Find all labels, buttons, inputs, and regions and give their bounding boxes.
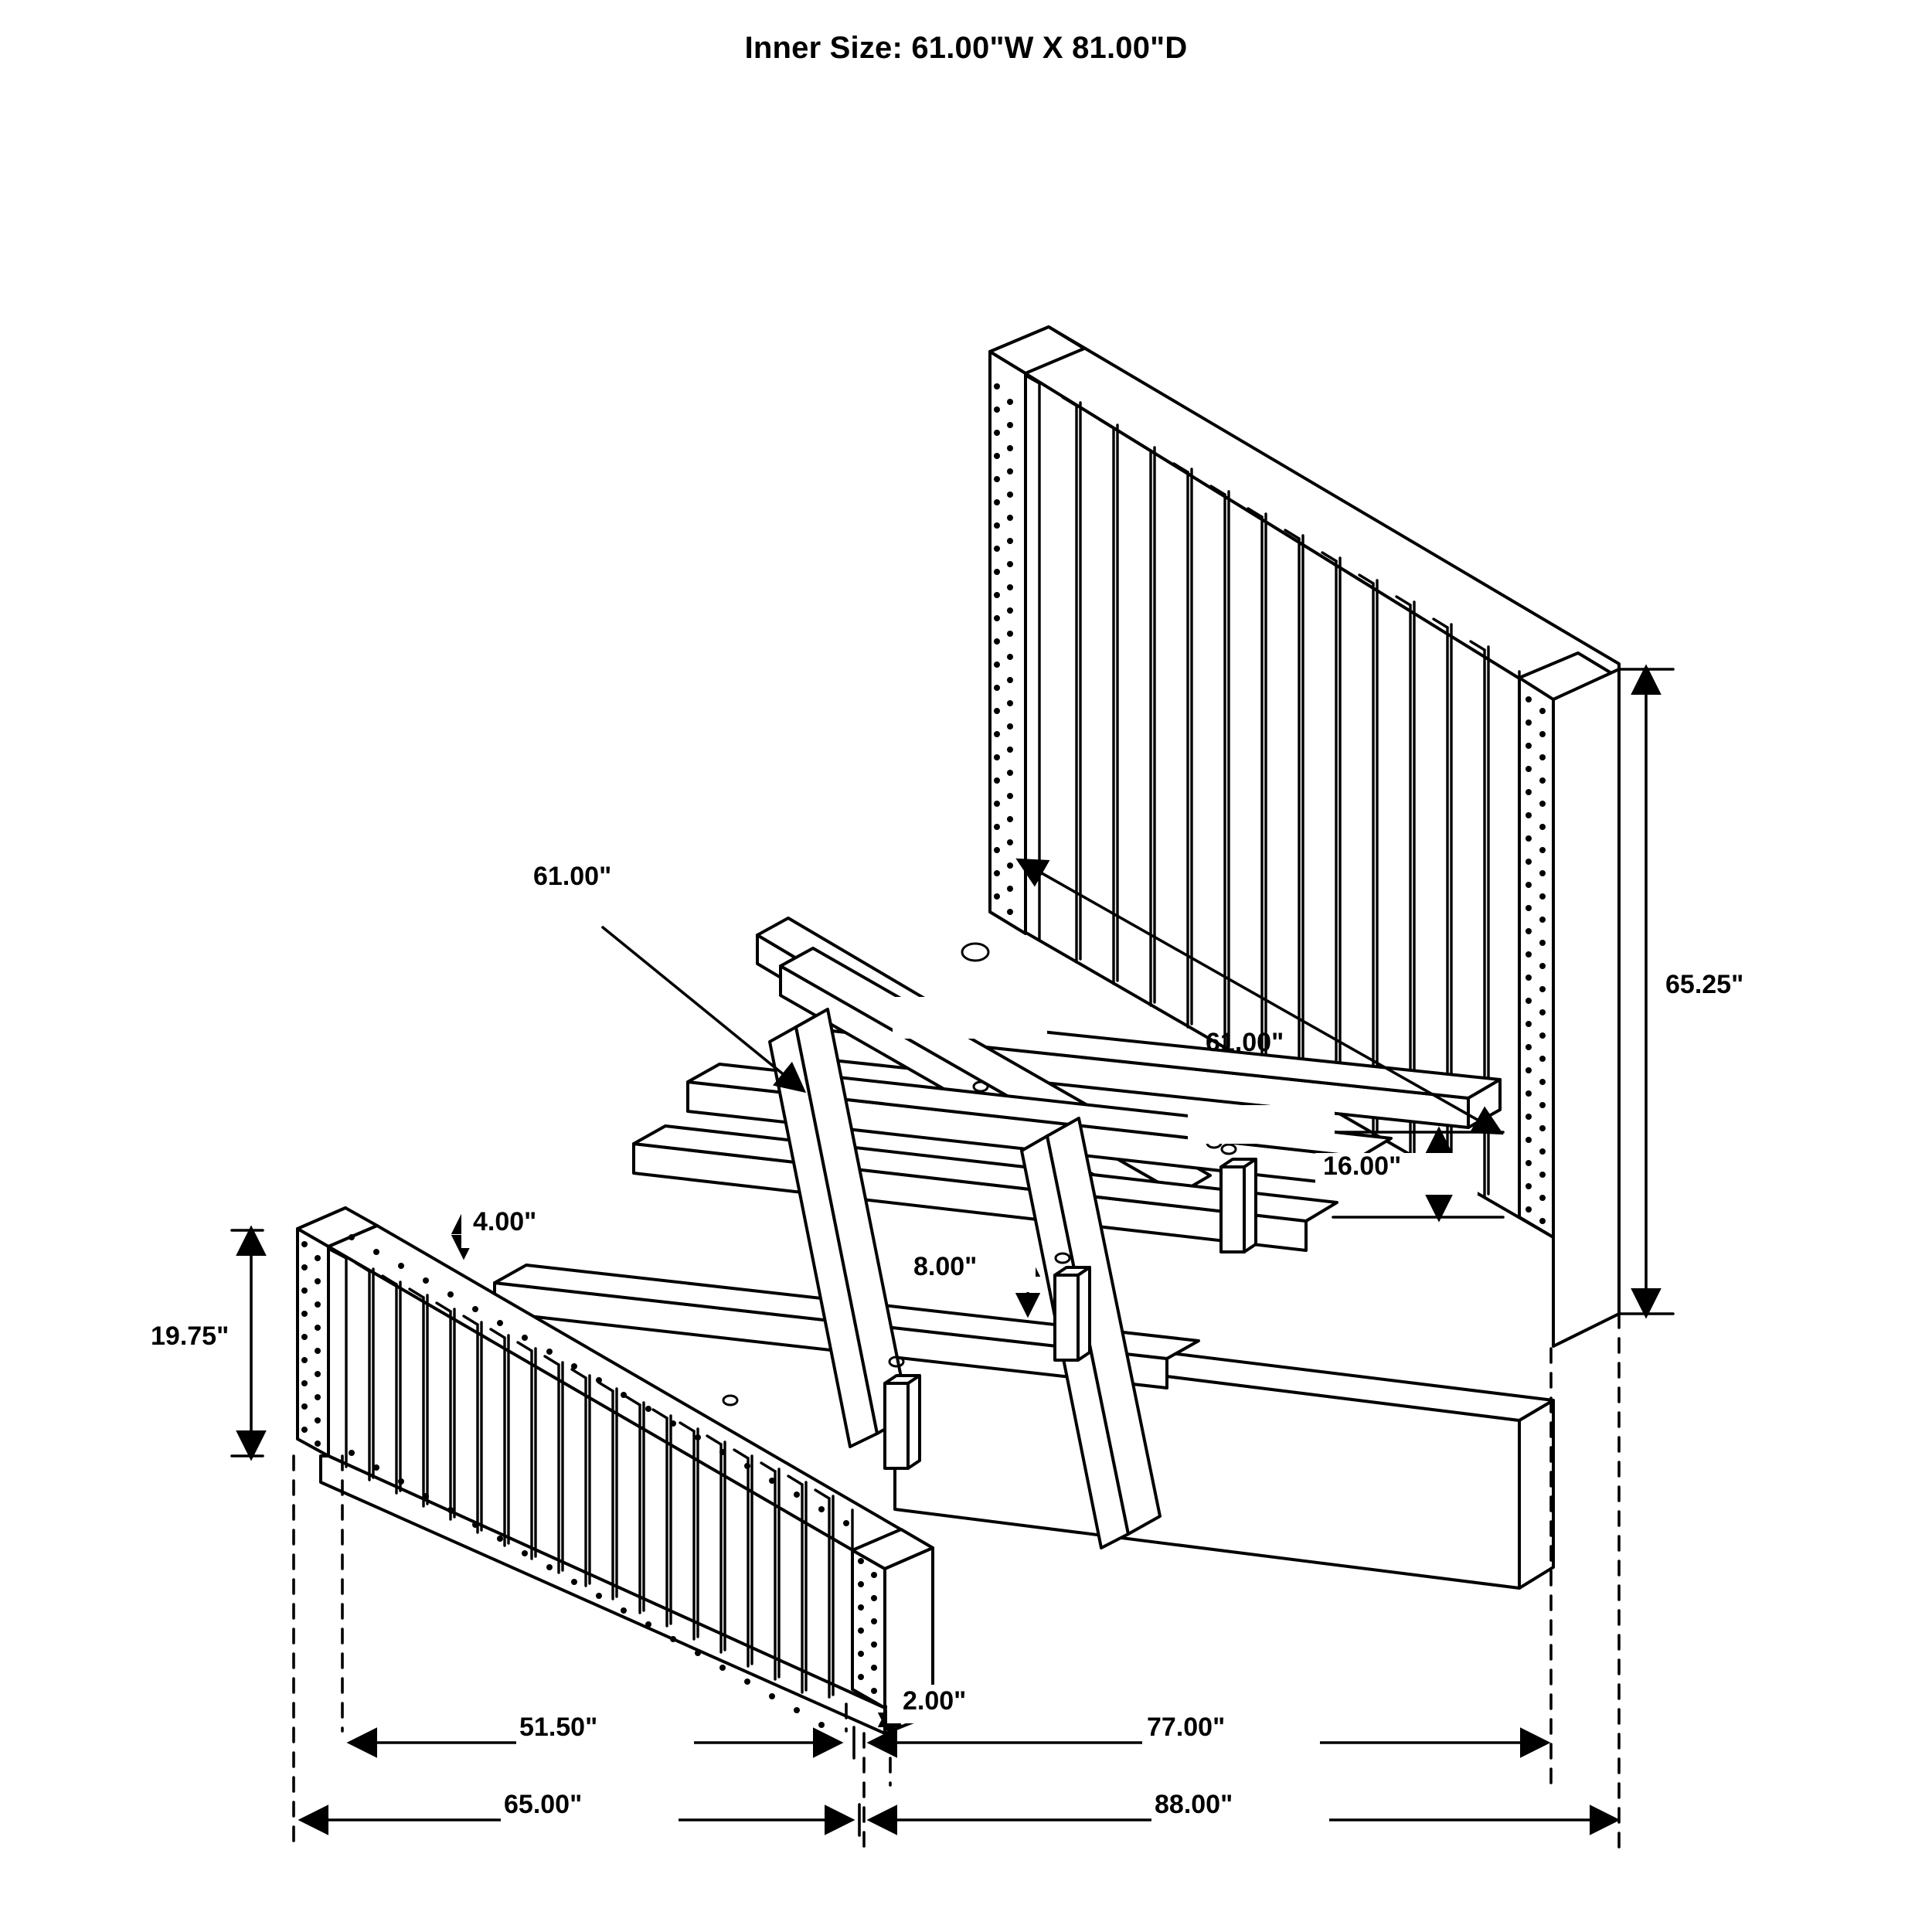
dim-label-side-rail-length: 77.00" <box>1147 1713 1226 1742</box>
dim-label-footboard-ground-clearance: 2.00" <box>903 1686 967 1716</box>
dim-label-overall-length: 88.00" <box>1155 1790 1233 1819</box>
dim-label-headboard-inner-width: 61.00" <box>1206 1028 1284 1057</box>
dim-label-headboard-height: 65.25" <box>1665 970 1744 999</box>
dim-label-rail-thickness: 4.00" <box>473 1207 537 1236</box>
dim-label-slat-width-top: 61.00" <box>533 862 612 891</box>
page-title: Inner Size: 61.00"W X 81.00"D <box>744 31 1188 65</box>
dim-label-footboard-width: 51.50" <box>519 1713 598 1742</box>
dim-label-deck-to-headboard-height: 16.00" <box>1323 1151 1402 1181</box>
dim-label-overall-width: 65.00" <box>504 1790 583 1819</box>
dim-label-footboard-height: 19.75" <box>151 1321 230 1351</box>
dim-label-center-leg-height: 8.00" <box>913 1252 978 1281</box>
